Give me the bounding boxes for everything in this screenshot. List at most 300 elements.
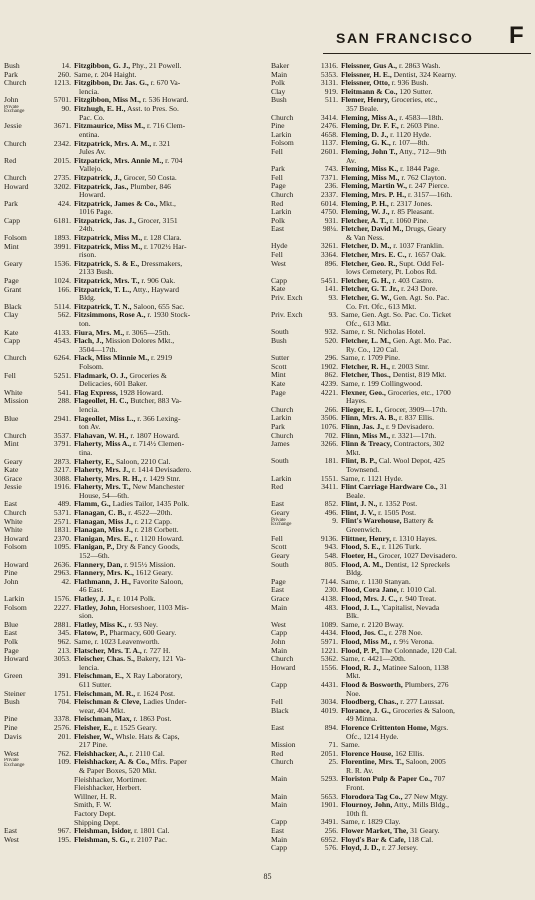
listing-detail: Mfrs. Paper	[149, 757, 187, 767]
listing-continuation: Co. Frt. Ofc., 613 Mkt.	[346, 301, 417, 311]
listing-detail: r. 243 Dore.	[399, 284, 438, 294]
phone-number: 702.	[324, 430, 338, 440]
phone-number: 9.	[332, 516, 338, 526]
exchange-name: Capp	[271, 276, 288, 285]
listing-detail: 707	[431, 774, 446, 784]
subscriber-name: Fitzpatrick, J.,	[74, 172, 122, 182]
subscriber-name: Flaherty, Mrs. T.,	[74, 482, 131, 492]
subscriber-name: Flaherty, Mrs. R. H.,	[74, 473, 142, 483]
exchange-name: Red	[271, 749, 284, 758]
listing-detail: r. 704	[163, 155, 183, 165]
phone-number: 4239.	[320, 378, 338, 388]
listing-detail: Groceries, etc.,	[389, 95, 438, 105]
directory-entry	[4, 655, 266, 672]
listing-continuation: 357 Beale.	[346, 103, 379, 113]
listing-detail: r. 2603 Pine.	[398, 121, 440, 131]
header-rule	[323, 53, 531, 54]
subscriber-name: Flemer, Henry,	[341, 95, 390, 105]
subscriber-name: Flittner, Henry,	[341, 533, 392, 543]
listing-detail: 162 Ellis.	[393, 748, 425, 758]
listing-detail: r. 27 Jersey.	[380, 843, 418, 853]
exchange-name: Larkin	[4, 595, 25, 603]
listing-detail: Mgrs.	[428, 722, 449, 732]
listing-detail: Groceries & Saloon,	[390, 705, 455, 715]
phone-number: 71.	[328, 740, 338, 750]
exchange-name: East	[4, 827, 18, 836]
exchange-name: Page	[271, 577, 286, 586]
exchange-name: John	[271, 637, 286, 646]
directory-entry	[271, 389, 533, 406]
phone-number: 852.	[324, 499, 338, 509]
directory-entry	[4, 311, 266, 328]
entry-line	[271, 561, 533, 570]
exchange-name: Howard	[4, 534, 29, 543]
exchange-name: Church	[271, 431, 294, 440]
subscriber-name: Fletcher, Thos.,	[341, 370, 391, 380]
exchange-name	[4, 776, 48, 785]
listing-continuation: 46 East.	[79, 585, 104, 595]
exchange-name: Jessie	[4, 483, 22, 492]
phone-number: 2051.	[320, 748, 338, 758]
exchange-name: Capp	[271, 818, 288, 827]
exchange-name: South	[271, 457, 289, 466]
subscriber-name: Flood, Mrs. J. C.,	[341, 594, 398, 603]
exchange-name: Pine	[4, 715, 18, 724]
subscriber-name: Fleischman, M. R.,	[74, 688, 136, 698]
listing-detail: Same, r. 1709 Pine.	[341, 353, 401, 363]
exchange-name: Park	[271, 165, 285, 174]
listing-detail: r. 714½ Clemen-	[131, 439, 185, 449]
subscriber-name: Fitzpatrick, T. L.,	[74, 284, 132, 294]
phone-number: 4543.	[53, 336, 71, 346]
exchange-name: Howard	[271, 663, 296, 672]
entry-line	[4, 122, 266, 131]
listing-detail: r. 3157—16th.	[406, 189, 453, 199]
directory-entry	[4, 672, 266, 689]
phone-number: 4138.	[320, 594, 338, 603]
subscriber-name: Flathmann, J. H.,	[74, 576, 131, 586]
phone-number: 2476.	[320, 121, 338, 131]
phone-number: 3261.	[320, 241, 338, 251]
phone-number	[48, 793, 71, 802]
directory-entry	[4, 122, 266, 139]
exchange-name: Pine	[271, 122, 285, 131]
entry-line	[271, 337, 533, 346]
entry-line	[271, 96, 533, 105]
listing-continuation: wear, 404 Mkt.	[79, 705, 126, 715]
subscriber-name: Flamm, G.,	[74, 499, 111, 509]
phone-number: 42.	[61, 576, 71, 586]
entry-line	[271, 844, 533, 853]
right-column	[271, 62, 533, 853]
subscriber-name: Flood & Bosworth,	[341, 679, 403, 689]
listing-continuation: Vallejo.	[79, 164, 103, 174]
subscriber-name: Floyd, J. D.,	[341, 843, 381, 853]
listing-detail: r. 1060 Pine.	[388, 215, 429, 225]
listing-continuation: 611 Sutter.	[79, 679, 112, 689]
directory-entry	[271, 775, 533, 792]
listing-detail: Horseshoer, 1103 Mis-	[117, 602, 189, 612]
subscriber-name: Flood, J. L.,	[341, 602, 380, 612]
listing-detail: r. 1863 Post.	[131, 714, 172, 724]
exchange-name: Grace	[4, 474, 23, 483]
subscriber-name: Fleishhacker, A.,	[74, 748, 128, 758]
exchange-name: Howard	[4, 182, 29, 191]
entry-line	[4, 79, 266, 88]
phone-number: 2370.	[53, 533, 71, 543]
listing-detail: 27 New Mtgy.	[402, 791, 448, 801]
listing-detail: r. 107—8th.	[390, 138, 430, 148]
directory-entry	[4, 157, 266, 174]
exchange-name: Larkin	[271, 130, 292, 139]
exchange-name: Hyde	[271, 242, 288, 251]
subscriber-name: Fitzhugh, E. H.,	[74, 103, 126, 113]
listing-detail: Plumbers, 276	[402, 679, 449, 689]
entry-line	[271, 440, 533, 449]
exchange-name: Folsom	[4, 603, 27, 612]
exchange-name: Grace	[271, 595, 290, 603]
listing-detail: r. 9½ Verona.	[391, 636, 434, 646]
subscriber-name: Fitzgibbon, G. J.,	[74, 61, 131, 70]
phone-number: 7371.	[320, 172, 338, 182]
subscriber-name: Fleischer, Chas. S.,	[74, 654, 135, 664]
phone-number: 345.	[57, 628, 71, 638]
entry-line	[4, 354, 266, 363]
phone-number: 266.	[324, 404, 338, 414]
subscriber-name: Flint, J. V.,	[341, 507, 377, 517]
exchange-name: Main	[271, 835, 288, 844]
subscriber-name: Flach, J.,	[74, 336, 104, 346]
subscriber-name: Fleming, Miss A.,	[341, 112, 398, 122]
exchange-word: Exchange	[4, 108, 25, 114]
listing-text	[74, 836, 167, 845]
subscriber-name: Flannery, Dan,	[74, 559, 123, 569]
listing-detail: r. 4522—20th.	[126, 508, 173, 518]
directory-entry	[4, 260, 266, 277]
exchange-name: Geary	[271, 552, 290, 561]
phone-number: 93.	[328, 310, 338, 320]
exchange-name: John	[4, 96, 19, 105]
directory-entry	[4, 217, 266, 234]
listing-detail: Whsle. Hats & Caps,	[113, 731, 180, 741]
phone-number: 3491.	[320, 817, 338, 827]
directory-entry	[271, 337, 533, 354]
exchange-name: Priv. Exch	[271, 311, 303, 320]
exchange-name: East	[4, 500, 18, 509]
listing-detail: r. 1801 Cal.	[132, 826, 170, 836]
directory-entry	[271, 724, 533, 741]
exchange-name: Fell	[271, 147, 283, 156]
exchange-name: Black	[271, 706, 289, 715]
subscriber-name: Flint, J. N.,	[341, 499, 378, 509]
exchange-name: Howard	[4, 560, 29, 569]
directory-entry	[4, 801, 266, 810]
directory-entry	[4, 440, 266, 457]
listing-continuation: 152—6th.	[79, 551, 110, 561]
phone-number: 1024.	[53, 276, 71, 286]
phone-number: 2881.	[53, 619, 71, 629]
phone-number: 483.	[324, 602, 338, 612]
exchange-name: John	[4, 577, 19, 586]
listing-detail: r. 1352 Post.	[377, 499, 418, 509]
listing-detail: r. 906 Oak.	[139, 276, 176, 286]
directory-entry	[4, 337, 266, 354]
phone-number: 9136.	[320, 533, 338, 543]
subscriber-name: Fladmark, O. J.,	[74, 370, 128, 380]
subscriber-name: Fleming, G. K.,	[341, 138, 391, 148]
exchange-name: Fell	[271, 173, 283, 182]
subscriber-name: Fitzgibbon, Miss M.,	[74, 95, 141, 105]
directory-entry	[4, 836, 266, 845]
listing-detail: Groceries, etc., 1700	[385, 387, 451, 397]
phone-number: 1095.	[53, 542, 71, 552]
running-head-city: SAN FRANCISCO	[336, 30, 474, 46]
subscriber-name: Flood, A. M.,	[341, 559, 384, 569]
page-number: 85	[263, 872, 272, 881]
subscriber-name: Flatley, Miss K.,	[74, 619, 127, 629]
entry-line	[271, 707, 533, 716]
listing-detail: Cal. Wool Depot, 425	[377, 456, 446, 466]
directory-entry	[4, 105, 266, 122]
listing-detail: Dentist, 819 Mkt.	[390, 370, 447, 380]
listing-detail: Supt. Odd Fel-	[397, 258, 445, 268]
listing-detail: Gen. Agt. So. Pac.	[391, 293, 450, 303]
phone-number: 25.	[328, 757, 338, 767]
directory-entry	[4, 183, 266, 200]
subscriber-name: Fletcher, Mrs. E. C.,	[341, 250, 407, 260]
listing-detail: r. 940 Treat.	[397, 594, 437, 603]
subscriber-name: Fitzmaurice, Miss M.,	[74, 121, 146, 131]
subscriber-name: Fleischman & Cleve,	[74, 697, 142, 707]
subscriber-name: Flexner, Geo.,	[341, 387, 386, 397]
directory-entry	[271, 517, 533, 534]
subscriber-name: Flood, Jos. C.,	[341, 628, 387, 638]
exchange-name: Clay	[4, 311, 19, 320]
subscriber-name: Fleischman, E.,	[74, 671, 124, 681]
entry-line	[4, 286, 266, 295]
exchange-name: West	[4, 749, 19, 758]
exchange-name: Church	[4, 173, 27, 182]
phone-number: 805.	[324, 559, 338, 569]
entry-line	[271, 517, 533, 526]
subscriber-name: Fleming, John T.,	[341, 146, 398, 156]
subscriber-name: Flinn, Miss M.,	[341, 430, 391, 440]
subscriber-name: Fleming, Miss M.,	[341, 172, 400, 182]
listing-continuation: Folsom.	[79, 361, 104, 371]
subscriber-name: Fleming, D. J.,	[341, 129, 389, 139]
directory-entry	[4, 784, 266, 793]
exchange-name	[4, 801, 48, 810]
directory-entry	[271, 681, 533, 698]
exchange-name: Mint	[4, 440, 19, 449]
exchange-word: Private	[4, 758, 19, 764]
listing-detail: Grocer, 3909—17th.	[382, 404, 448, 414]
entry-line	[4, 415, 266, 424]
subscriber-name: Fletcher, A. T.,	[341, 215, 389, 225]
exchange-name	[271, 517, 315, 526]
subscriber-name: Flanigan, P.,	[74, 542, 115, 552]
exchange-name: Polk	[4, 637, 18, 646]
entry-line	[4, 243, 266, 252]
listing-continuation: & Van Ness.	[346, 232, 385, 242]
subscriber-name: Fleishman, S. G.,	[74, 834, 130, 844]
listing-continuation: 10th fl.	[346, 808, 368, 818]
phone-number: 5653.	[320, 791, 338, 801]
listing-detail: New Manchester	[130, 482, 185, 492]
subscriber-name: Fitzpatrick, Miss M.,	[74, 233, 143, 243]
listing-detail: Mission Dolores Mkt.,	[103, 336, 175, 346]
listing-continuation: House, 54—6th.	[79, 490, 129, 500]
subscriber-name: Floodberg, Chas.,	[341, 697, 399, 707]
entry-line	[4, 784, 266, 793]
subscriber-name: Flood, S. E.,	[341, 542, 381, 552]
entry-line	[4, 483, 266, 492]
directory-entry	[271, 260, 533, 277]
directory-entry	[4, 243, 266, 260]
listing-continuation: Hayes.	[346, 396, 367, 406]
listing-detail: Fleishhacker, Mortimer.	[74, 774, 147, 784]
subscriber-name: Flatow, P.,	[74, 628, 108, 638]
phone-number: 967.	[57, 826, 71, 836]
listing-continuation: 49 Minna.	[346, 714, 378, 724]
subscriber-name: Flannery, Mrs. K.,	[74, 568, 134, 578]
listing-continuation: Mkt.	[346, 447, 361, 457]
phone-number: 5353.	[320, 69, 338, 79]
exchange-name: Folsom	[4, 234, 27, 243]
entry-line	[4, 810, 266, 819]
phone-number: 3364.	[320, 250, 338, 260]
subscriber-name: Fitzpatrick, Mrs. A. M.,	[74, 138, 152, 148]
subscriber-name: Flood, Cora Jane,	[341, 585, 399, 595]
listing-continuation: Jules Av.	[79, 147, 106, 157]
listing-detail: r. 2863 Wash.	[397, 61, 441, 70]
subscriber-name: Floeter, H.,	[341, 551, 377, 561]
directory-entry	[271, 225, 533, 242]
subscriber-name: Fleming, W. J.,	[341, 207, 390, 217]
directory-entry	[271, 801, 533, 818]
entry-line	[4, 604, 266, 613]
subscriber-name: Fitzpatrick, S. & E.,	[74, 258, 140, 268]
listing-detail: Plumber, 846	[128, 181, 171, 191]
phone-number: 4750.	[320, 207, 338, 217]
phone-number: 862.	[324, 370, 338, 380]
phone-number: 3991.	[53, 241, 71, 251]
phone-number: 14.	[61, 61, 71, 70]
subscriber-name: Fleischman, Max,	[74, 714, 132, 724]
subscriber-name: Florentine, Mrs. T.,	[341, 757, 404, 767]
listing-detail: Same, r. 2120 Bway.	[341, 619, 404, 629]
subscriber-name: Flatley, John,	[74, 602, 118, 612]
listing-continuation: & Paper Boxes, 520 Mkt.	[79, 766, 157, 776]
listing-detail: r. 93 Ney.	[126, 619, 158, 629]
exchange-name: East	[271, 500, 285, 509]
phone-number: 256.	[324, 826, 338, 836]
entry-line	[4, 672, 266, 681]
phone-number: 1893.	[53, 233, 71, 243]
phone-number: 894.	[324, 722, 338, 732]
entry-line	[4, 543, 266, 552]
exchange-name: Kate	[4, 328, 19, 337]
listing-detail: Same, r. 204 Haight.	[74, 69, 137, 79]
exchange-name: Church	[271, 405, 294, 414]
listing-detail: Same, r. 199 Collingwood.	[341, 378, 423, 388]
phone-number: 704.	[57, 697, 71, 707]
exchange-word: Private	[4, 104, 19, 111]
exchange-name	[4, 784, 48, 793]
listing-continuation: Ry. Co., 120 Cal.	[346, 344, 399, 354]
phone-number: 2636.	[53, 559, 71, 569]
phone-number: 6014.	[320, 198, 338, 208]
directory-entry	[4, 286, 266, 303]
phone-number: 2601.	[320, 146, 338, 156]
listing-detail: r. 936 Bush.	[389, 78, 429, 88]
subscriber-name: Fletcher, R. H.,	[341, 361, 391, 371]
entry-line	[271, 681, 533, 690]
listing-detail: Matinee Saloon, 1138	[380, 662, 449, 672]
listing-continuation: Ofc., 613 Mkt.	[346, 318, 391, 328]
exchange-name: White	[4, 388, 23, 397]
listing-detail: r. 1624 Post.	[135, 688, 176, 698]
subscriber-name: Fitzpatrick, Mrs. T.,	[74, 276, 140, 286]
directory-entry	[271, 294, 533, 311]
subscriber-name: Flood, P. P.,	[341, 645, 379, 655]
exchange-name: White	[4, 526, 23, 535]
listing-detail: Grocer, 50 Costa.	[121, 172, 177, 182]
subscriber-name: Flahavan, W. H.,	[74, 430, 129, 440]
phone-number: 5451.	[320, 275, 338, 285]
exchange-name: Baker	[271, 62, 290, 70]
subscriber-name: Fiura, Mrs. M.,	[74, 327, 125, 337]
phone-number: 4658.	[320, 129, 338, 139]
subscriber-name: Fleming, Miss K.,	[341, 164, 399, 174]
exchange-name: Mission	[4, 397, 29, 406]
listing-detail: Same, r. 1130 Stanyan.	[341, 576, 411, 586]
exchange-name: East	[271, 827, 285, 836]
listing-detail: Gen. Agt. Mo. Pac.	[390, 336, 452, 345]
phone-number: 1556.	[320, 662, 338, 672]
exchange-name: Bush	[4, 62, 20, 70]
exchange-name: Page	[271, 388, 286, 397]
exchange-name: Folsom	[271, 139, 294, 148]
subscriber-name: Flaherty, Mrs. J.,	[74, 465, 131, 475]
phone-number: 3217.	[53, 465, 71, 475]
listing-detail: 'Capitalist, Nevada	[379, 602, 440, 612]
entry-line	[271, 724, 533, 733]
listing-continuation: Blk.	[346, 611, 359, 621]
phone-number: 919.	[324, 86, 338, 96]
listing-detail: Same, r. 1023 Leavenworth.	[74, 636, 160, 646]
listing-continuation: Beale.	[346, 490, 366, 500]
entry-line	[4, 200, 266, 209]
exchange-name: Church	[4, 509, 27, 518]
entry-line	[271, 225, 533, 234]
listing-detail: r. 2003 Stnr.	[390, 361, 430, 371]
phone-number: 3791.	[53, 439, 71, 449]
entry-line	[4, 183, 266, 192]
listing-detail: r. 85 Pleasant.	[389, 207, 435, 217]
listing-detail: r. 915½ Mission.	[122, 559, 176, 569]
exchange-name: Black	[4, 302, 22, 311]
subscriber-name: Fitzpatrick, Miss M.,	[74, 241, 143, 251]
entry-line	[4, 801, 266, 810]
subscriber-name: Flaherty, E.,	[74, 456, 115, 466]
listing-continuation: lencia.	[79, 404, 100, 414]
entry-line	[4, 157, 266, 166]
phone-number: 496.	[324, 507, 338, 517]
subscriber-name: Flower Market, The,	[341, 826, 409, 836]
exchange-name: Geary	[4, 457, 23, 466]
exchange-name: Priv. Exch	[271, 294, 303, 303]
